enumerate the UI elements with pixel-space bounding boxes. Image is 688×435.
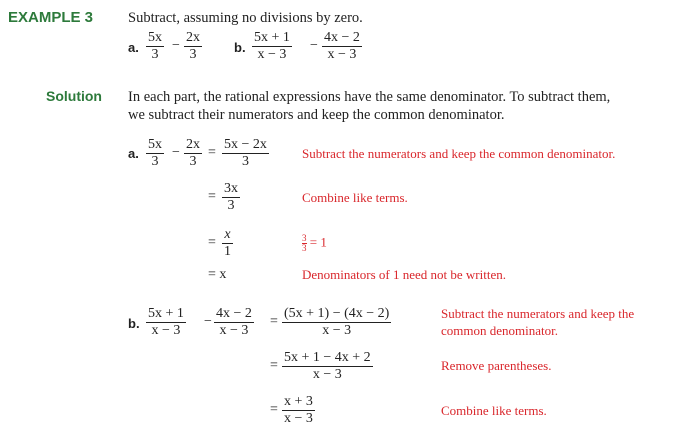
numerator: 5x <box>148 137 162 152</box>
equals-sign: = <box>208 145 216 160</box>
numerator: 5x + 1 <box>148 306 184 321</box>
numerator: 3 <box>302 233 307 243</box>
example-b-label: b. <box>234 40 246 55</box>
numerator: 5x − 2x <box>224 137 267 152</box>
numerator: 3x <box>224 181 238 196</box>
denominator: 3 <box>146 153 164 170</box>
example-b-fraction-1 <box>252 30 292 63</box>
denominator: x − 3 <box>252 46 292 63</box>
note-b-3: Combine like terms. <box>441 403 547 418</box>
part-a-fraction-1 <box>146 137 164 170</box>
numerator: 5x <box>148 30 162 45</box>
part-a-step-3-fraction <box>222 227 233 260</box>
numerator: 4x − 2 <box>216 306 252 321</box>
numerator: 4x − 2 <box>324 30 360 45</box>
equals-sign: = <box>270 314 278 329</box>
part-b-result-fraction <box>282 306 391 339</box>
denominator: 3 <box>184 153 202 170</box>
example-a-label: a. <box>128 40 139 55</box>
denominator: 3 <box>302 243 307 253</box>
denominator: x − 3 <box>322 46 362 63</box>
part-a-result-fraction <box>222 137 269 170</box>
numerator: x + 3 <box>284 394 313 409</box>
note-b-2: Remove parentheses. <box>441 358 552 373</box>
part-b-step-2-fraction <box>282 350 373 383</box>
denominator: x − 3 <box>282 366 373 383</box>
solution-intro-line-1: In each part, the rational expressions have the same denominator. To subtract them, <box>128 89 611 105</box>
denominator: x − 3 <box>214 322 254 339</box>
numerator: (5x + 1) − (4x − 2) <box>284 306 390 321</box>
denominator: 3 <box>222 197 240 214</box>
part-a-fraction-2 <box>184 137 202 170</box>
note-a-4: Denominators of 1 need not be written. <box>302 267 506 282</box>
numerator: 2x <box>186 137 200 152</box>
note-a-2: Combine like terms. <box>302 190 408 205</box>
equals-sign: = <box>208 235 216 250</box>
example-a-fraction-1 <box>146 30 164 63</box>
note-b-1-line-2: common denominator. <box>441 323 558 338</box>
example-instruction: Subtract, assuming no divisions by zero. <box>128 10 363 26</box>
numerator: x <box>224 227 231 242</box>
denominator: 3 <box>146 46 164 63</box>
note-a-3 <box>302 234 327 253</box>
denominator: 3 <box>222 153 269 170</box>
example-b-fraction-2 <box>322 30 362 63</box>
example-a-fraction-2 <box>184 30 202 63</box>
example-label: EXAMPLE 3 <box>8 9 94 26</box>
equals-sign: = <box>270 402 278 417</box>
part-b-step-3-fraction <box>282 394 315 427</box>
minus-sign: − <box>172 145 180 160</box>
numerator: 2x <box>186 30 200 45</box>
denominator: x − 3 <box>282 322 391 339</box>
note-fraction <box>302 234 307 253</box>
minus-sign: − <box>172 38 180 53</box>
solution-intro-line-2: we subtract their numerators and keep the common denominator. <box>128 107 505 123</box>
part-a-label: a. <box>128 146 139 161</box>
note-b-1-line-1: Subtract the numerators and keep the <box>441 306 635 321</box>
denominator: x − 3 <box>146 322 186 339</box>
part-b-label: b. <box>128 316 140 331</box>
part-a-step-2-fraction <box>222 181 240 214</box>
numerator: 5x + 1 <box>254 30 290 45</box>
part-b-fraction-2 <box>214 306 254 339</box>
numerator: 5x + 1 − 4x + 2 <box>284 350 371 365</box>
minus-sign: − <box>310 38 318 53</box>
part-a-step-4: = x <box>208 267 227 282</box>
note-a-1: Subtract the numerators and keep the common denominator. <box>302 146 616 161</box>
denominator: 1 <box>224 244 231 259</box>
minus-sign: − <box>204 314 212 329</box>
denominator: x − 3 <box>284 411 313 426</box>
denominator: 3 <box>184 46 202 63</box>
part-b-fraction-1 <box>146 306 186 339</box>
equals-sign: = <box>208 189 216 204</box>
solution-label: Solution <box>46 88 102 104</box>
note-text: = 1 <box>309 234 327 250</box>
equals-sign: = <box>270 358 278 373</box>
